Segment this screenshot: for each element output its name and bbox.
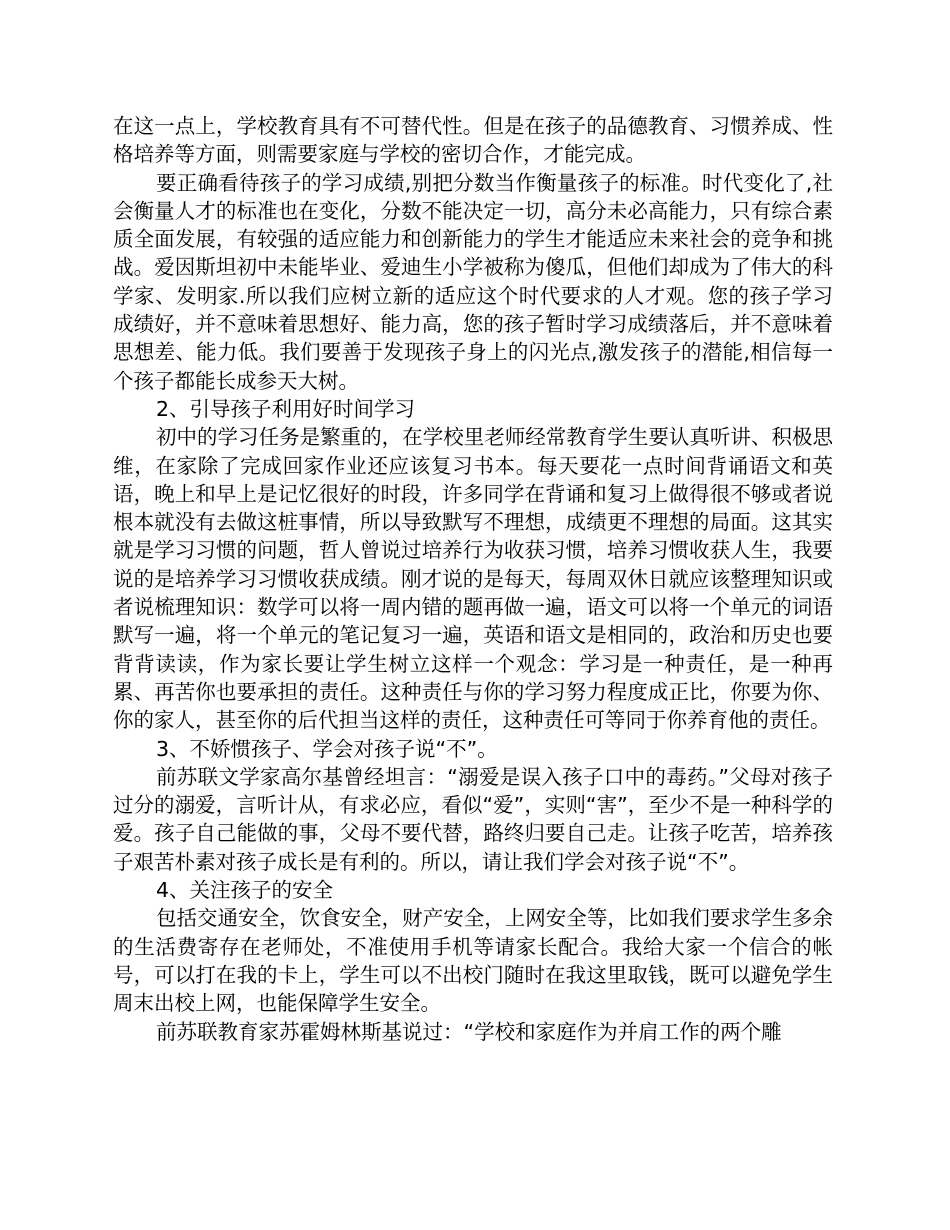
- document-body: [113, 112, 833, 1046]
- paragraph-safety: 包括交通安全，饮食安全，财产安全，上网安全等，比如我们要求学生多余的生活费寄存在老师处，不准使用手机等请家长配合。我给大家一个信合的帐号，可以打在我的卡上，学生可以不出校门随时在我这里取钱，既可以避免学生周末出校上网，也能保障学生安全。: [113, 906, 833, 1016]
- paragraph-study-habits: 初中的学习任务是繁重的，在学校里老师经常教育学生要认真听讲、积极思维，在家除了完成回家作业还应该复习书本。每天要花一点时间背诵语文和英语，晚上和早上是记忆很好的时段，许多同学在背诵和复习上做得很不够或者说根本就没有去做这桩事情，所以导致默写不理想，成绩更不理想的局面。这其实就是学习习惯的问题，哲人曾说过培养行为收获习惯，培养习惯收获人生，我要说的是培养学习习惯收获成绩。刚才说的是每天，每周双休日就应该整理知识或者说梳理知识：数学可以将一周内错的题再做一遍，语文可以将一个单元的词语默写一遍，将一个单元的笔记复习一遍，英语和语文是相同的，政治和历史也要背背读读，作为家长要让学生树立这样一个观念：学习是一种责任，是一种再累、再苦你也要承担的责任。这种责任与你的学习努力程度成正比，你要为你、你的家人，甚至你的后代担当这样的责任，这种责任可等同于你养育他的责任。: [113, 425, 833, 733]
- paragraph-school-education: 在这一点上，学校教育具有不可替代性。但是在孩子的品德教育、习惯养成、性格培养等方面，则需要家庭与学校的密切合作，才能完成。: [113, 114, 833, 167]
- paragraph-spoiling: 前苏联文学家高尔基曾经坦言：“溺爱是误入孩子口中的毒药。”父母对孩子过分的溺爱，言听计从，有求必应，看似“爱”，实则“害”，至少不是一种科学的爱。孩子自己能做的事，父母不要代替，路终归要自己走。让孩子吃苦，培养孩子艰苦朴素对孩子成长是有利的。所以，请让我们学会对孩子说“不”。: [113, 764, 833, 874]
- section-heading-safety: 4、关注孩子的安全: [156, 878, 334, 903]
- section-heading-time-study: 2、引导孩子利用好时间学习: [156, 396, 416, 421]
- paragraph-grades-view: 要正确看待孩子的学习成绩,别把分数当作衡量孩子的标准。时代变化了,社会衡量人才的标准也在变化，分数不能决定一切，高分未必高能力，只有综合素质全面发展，有较强的适应能力和创新能力的学生才能适应未来社会的竞争和挑战。爱因斯坦初中未能毕业、爱迪生小学被称为傻瓜，但他们却成为了伟大的科学家、发明家.所以我们应树立新的适应这个时代要求的人才观。您的孩子学习成绩好，并不意味着思想好、能力高，您的孩子暂时学习成绩落后，并不意味着思想差、能力低。我们要善于发现孩子身上的闪光点,激发孩子的潜能,相信每一个孩子都能长成参天大树。: [113, 170, 833, 393]
- section-heading-say-no: 3、不娇惯孩子、学会对孩子说“不”。: [156, 736, 498, 761]
- paragraph-sukhomlinsky-quote: 前苏联教育家苏霍姆林斯基说过：“学校和家庭作为并肩工作的两个雕: [156, 1019, 782, 1044]
